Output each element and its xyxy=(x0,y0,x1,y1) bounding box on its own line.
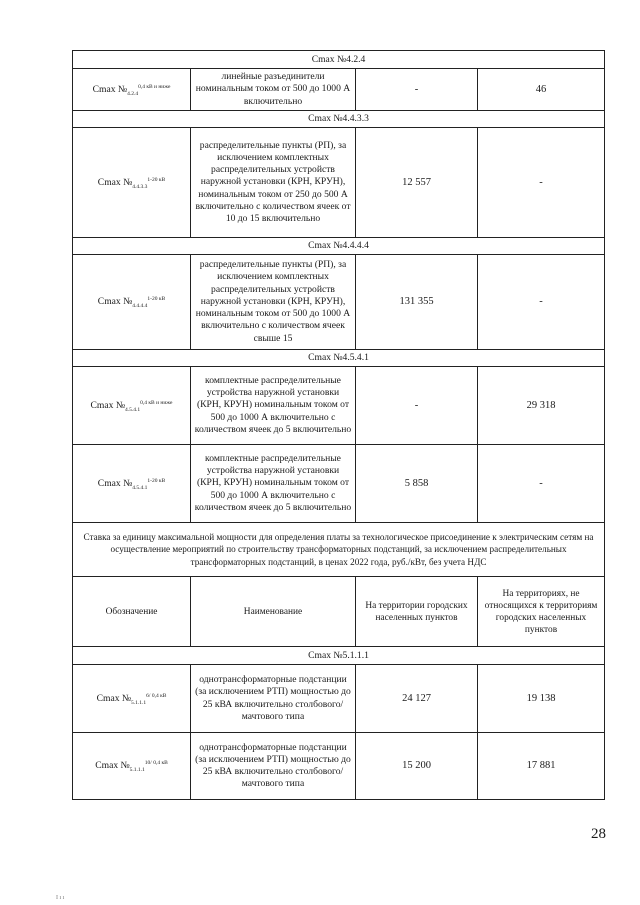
value-urban-cell: - xyxy=(356,69,478,111)
rate-description: Ставка за единицу максимальной мощности для определения платы за технологическое присоединение к электрическим сетям на осуществление мероприятий по строительству трансформаторных подстанций, за исключением распределительных трансформаторных подстанций, в ценах 2022 года, руб./кВт, без учета НДС xyxy=(73,523,605,577)
code-cell xyxy=(73,255,191,350)
table-row xyxy=(73,255,605,350)
value-urban-cell: 131 355 xyxy=(356,255,478,350)
code-prefix: Cmax № xyxy=(95,760,130,771)
table-row xyxy=(73,69,605,111)
section-row xyxy=(73,51,605,69)
value-rural-cell: 46 xyxy=(478,69,605,111)
description-cell: линейные разъединители номинальным током от 500 до 1000 А включительно xyxy=(191,69,356,111)
note-row xyxy=(73,523,605,577)
code-prefix: Cmax № xyxy=(96,692,132,704)
section-row xyxy=(73,111,605,128)
column-header-name: Наименование xyxy=(191,577,356,647)
section-title: Cmax №4.2.4 xyxy=(73,51,605,69)
code-cell xyxy=(73,733,191,800)
description-cell: однотрансформаторные подстанции (за исключением РТП) мощностью до 25 кВА включительно столбового/мачтового типа xyxy=(191,665,356,733)
code-prefix: Cmax № xyxy=(92,83,128,95)
description-cell: распределительные пункты (РП), за исключением комплектных распределительных устройств наружной установки (КРН, КРУН), номинальным током от 250 до 500 А включительно с количеством ячеек от 10 до 15 включительно xyxy=(191,128,356,238)
column-header-rural: На территориях, не относящихся к территориям городских населенных пунктов xyxy=(478,577,605,647)
code-superscript: 10/ 0,4 кВ xyxy=(144,759,168,766)
code-superscript: 1-20 кВ xyxy=(147,176,166,183)
tariff-table xyxy=(72,50,605,800)
document-page xyxy=(72,50,604,800)
value-urban-cell: - xyxy=(356,367,478,445)
description-cell: однотрансформаторные подстанции (за исключением РТП) мощностью до 25 кВА включительно столбового/мачтового типа xyxy=(191,733,356,800)
description-cell: распределительные пункты (РП), за исключением комплектных распределительных устройств наружной установки (КРН, КРУН), номинальным током от 500 до 1000 А включительно с количеством ячеек свыше 15 xyxy=(191,255,356,350)
code-cell xyxy=(73,69,191,111)
section-title: Cmax №4.5.4.1 xyxy=(73,350,605,367)
value-rural-cell: - xyxy=(478,255,605,350)
code-cell xyxy=(73,665,191,733)
description-cell: комплектные распределительные устройства наружной установки (КРН, КРУН) номинальным током от 500 до 1000 А включительно с количеством ячеек до 5 включительно xyxy=(191,367,356,445)
value-rural-cell: 17 881 xyxy=(478,733,605,800)
table-row xyxy=(73,445,605,523)
code-superscript: 1-20 кВ xyxy=(147,477,166,484)
table-row xyxy=(73,733,605,800)
section-row xyxy=(73,238,605,255)
scan-marks: I ı ı xyxy=(56,895,65,901)
code-superscript: 1-20 кВ xyxy=(147,295,166,302)
description-cell: комплектные распределительные устройства наружной установки (КРН, КРУН) номинальным током от 500 до 1000 А включительно с количеством ячеек до 5 включительно xyxy=(191,445,356,523)
section-title: Cmax №5.1.1.1 xyxy=(73,647,605,665)
page-number: 28 xyxy=(591,826,606,842)
value-rural-cell: 29 318 xyxy=(478,367,605,445)
value-urban-cell: 12 557 xyxy=(356,128,478,238)
value-urban-cell: 24 127 xyxy=(356,665,478,733)
code-prefix: Cmax № xyxy=(90,399,125,411)
code-superscript: 0,4 кВ и ниже xyxy=(138,83,171,90)
table-row xyxy=(73,367,605,445)
code-prefix: Cmax № xyxy=(97,477,133,489)
section-title: Cmax №4.4.4.4 xyxy=(73,238,605,255)
table-row xyxy=(73,665,605,733)
section-title: Cmax №4.4.3.3 xyxy=(73,111,605,128)
column-header-urban: На территории городских населенных пунктов xyxy=(356,577,478,647)
code-subscript: 4.2.4 xyxy=(127,90,139,97)
code-cell xyxy=(73,445,191,523)
code-subscript: 4.5.4.1 xyxy=(132,484,148,491)
code-subscript: 4.5.4.1 xyxy=(125,406,141,413)
value-urban-cell: 5 858 xyxy=(356,445,478,523)
code-prefix: Cmax № xyxy=(97,296,133,307)
section-row xyxy=(73,350,605,367)
value-rural-cell: 19 138 xyxy=(478,665,605,733)
code-cell xyxy=(73,367,191,445)
code-subscript: 4.4.3.3 xyxy=(132,183,148,190)
code-cell xyxy=(73,128,191,238)
code-subscript: 5.1.1.1 xyxy=(131,699,147,706)
table-row xyxy=(73,128,605,238)
value-urban-cell: 15 200 xyxy=(356,733,478,800)
code-subscript: 4.4.4.4 xyxy=(132,302,148,309)
value-rural-cell: - xyxy=(478,128,605,238)
column-header-designation: Обозначение xyxy=(73,577,191,647)
section-row xyxy=(73,647,605,665)
code-subscript: 5.1.1.1 xyxy=(129,766,145,773)
value-rural-cell: - xyxy=(478,445,605,523)
code-prefix: Cmax № xyxy=(97,176,133,188)
header-row xyxy=(73,577,605,647)
code-superscript: 6/ 0,4 кВ xyxy=(146,692,167,699)
code-superscript: 0,4 кВ и ниже xyxy=(140,399,173,406)
